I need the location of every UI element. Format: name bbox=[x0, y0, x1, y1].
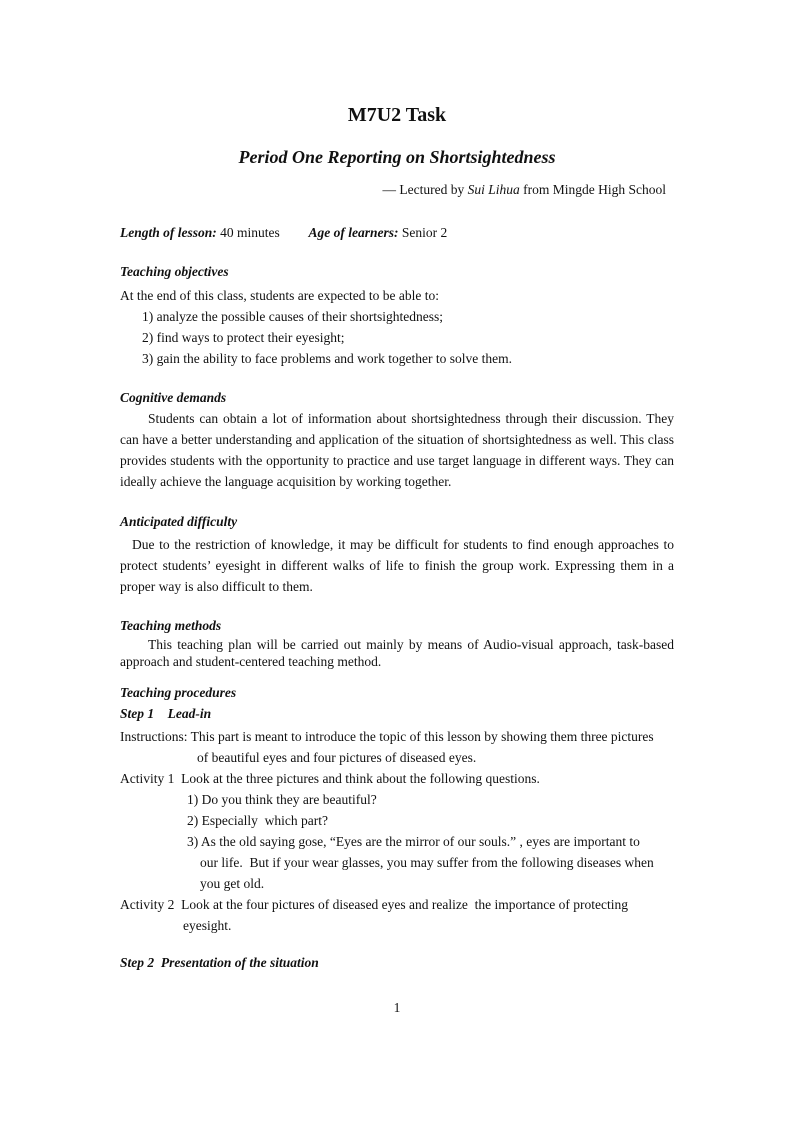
cognitive-paragraph: Students can obtain a lot of information about shortsightedness through their discussion. They can have a better understanding and application of the situation of shortsightedness as well. This class provides students with the opportunity to practice and use target language in different ways. They can ideally achieve the language acquisition by working together. bbox=[120, 411, 674, 489]
objective-item: 3) gain the ability to face problems and work together to solve them. bbox=[142, 351, 513, 366]
cognitive-heading: Cognitive demands bbox=[120, 390, 227, 405]
step1-heading: Step 1 Lead-in bbox=[120, 706, 212, 721]
lecturer-line bbox=[383, 182, 666, 198]
length-label: Length of lesson: bbox=[120, 225, 217, 240]
lecturer-prefix: — Lectured by bbox=[382, 182, 468, 197]
lesson-meta bbox=[120, 222, 447, 243]
age-value: Senior 2 bbox=[398, 225, 448, 240]
procedures-heading: Teaching procedures bbox=[120, 685, 237, 700]
age-label: Age of learners: bbox=[308, 225, 399, 240]
page-number: 1 bbox=[393, 1000, 401, 1015]
objective-item: 2) find ways to protect their eyesight; bbox=[142, 330, 345, 345]
activity2-line-continued: eyesight. bbox=[183, 918, 232, 933]
document-title: M7U2 Task bbox=[347, 104, 447, 126]
lecturer-suffix: from Mingde High School bbox=[519, 182, 666, 197]
length-value: 40 minutes bbox=[216, 225, 280, 240]
step2-heading: Step 2 Presentation of the situation bbox=[120, 955, 319, 970]
methods-heading: Teaching methods bbox=[120, 618, 222, 633]
question-item: 1) Do you think they are beautiful? bbox=[187, 792, 377, 807]
instructions-line: Instructions: This part is meant to introduce the topic of this lesson by showing them three pictures bbox=[120, 729, 654, 744]
lecturer-name: Sui Lihua bbox=[467, 182, 520, 197]
question-item: 2) Especially which part? bbox=[187, 813, 328, 828]
question-item: 3) As the old saying gose, “Eyes are the mirror of our souls.” , eyes are important to bbox=[187, 834, 640, 849]
objectives-heading: Teaching objectives bbox=[120, 264, 229, 279]
question-item-continued: our life. But if your wear glasses, you may suffer from the following diseases when bbox=[200, 855, 654, 870]
methods-paragraph: This teaching plan will be carried out mainly by means of Audio-visual approach, task-based approach and student-centered teaching method. bbox=[120, 637, 674, 669]
document-subtitle: Period One Reporting on Shortsightedness bbox=[238, 147, 556, 167]
question-item-continued: you get old. bbox=[200, 876, 265, 891]
objective-item: 1) analyze the possible causes of their shortsightedness; bbox=[142, 309, 444, 324]
activity1-line: Activity 1 Look at the three pictures and think about the following questions. bbox=[120, 771, 540, 786]
objectives-intro: At the end of this class, students are expected to be able to: bbox=[120, 288, 440, 303]
activity2-line: Activity 2 Look at the four pictures of diseased eyes and realize the importance of protecting bbox=[120, 897, 628, 912]
difficulty-heading: Anticipated difficulty bbox=[120, 514, 238, 529]
difficulty-paragraph: Due to the restriction of knowledge, it may be difficult for students to find enough approaches to protect students’ eyesight in different walks of life to finish the group work. Expressing them in a proper way is also difficult to them. bbox=[120, 537, 674, 594]
instructions-line: of beautiful eyes and four pictures of diseased eyes. bbox=[197, 750, 477, 765]
